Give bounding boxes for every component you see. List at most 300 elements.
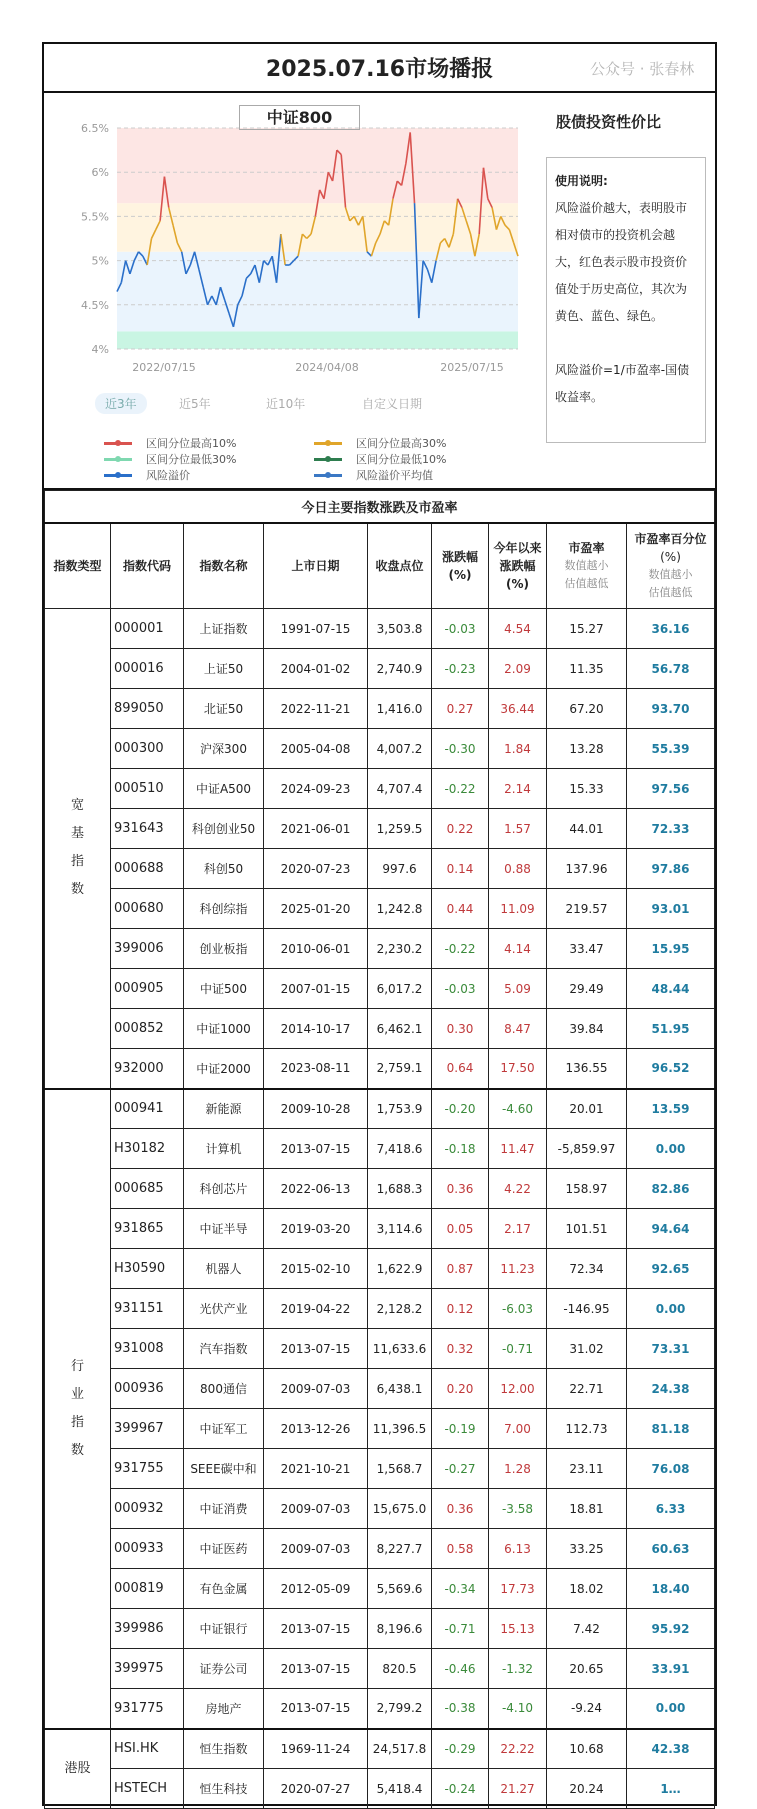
- list-date: 2020-07-23: [264, 849, 368, 889]
- index-code: 000819: [111, 1569, 184, 1609]
- watermark: 公众号 · 张春林: [590, 60, 695, 78]
- list-date: 2004-01-02: [264, 649, 368, 689]
- index-name: 中证消费: [184, 1489, 264, 1529]
- change-pct: 0.20: [432, 1369, 489, 1409]
- pe-percentile: 6.33: [627, 1489, 715, 1529]
- close: 7,418.6: [368, 1129, 432, 1169]
- index-code: 931865: [111, 1209, 184, 1249]
- index-name: 创业板指: [184, 929, 264, 969]
- list-date: 2013-07-15: [264, 1129, 368, 1169]
- y-tick-label: 5.5%: [81, 210, 109, 224]
- index-code: H30182: [111, 1129, 184, 1169]
- ytd-change: 11.47: [489, 1129, 547, 1169]
- ytd-change: 7.00: [489, 1409, 547, 1449]
- list-date: 2021-06-01: [264, 809, 368, 849]
- group-label: 宽基指数: [70, 798, 84, 898]
- change-pct: -0.30: [432, 729, 489, 769]
- pe: -5,859.97: [547, 1129, 627, 1169]
- index-code: HSI.HK: [111, 1729, 184, 1769]
- index-code: 000680: [111, 889, 184, 929]
- table-title: 今日主要指数涨跌及市盈率: [45, 491, 715, 523]
- close: 3,503.8: [368, 609, 432, 649]
- legend-swatch-icon: [314, 458, 342, 461]
- table-row: [45, 1049, 715, 1089]
- legend-item[interactable]: [104, 467, 190, 483]
- legend-swatch-icon: [104, 474, 132, 477]
- index-code: H30590: [111, 1249, 184, 1289]
- change-pct: -0.29: [432, 1729, 489, 1769]
- ytd-change: -3.58: [489, 1489, 547, 1529]
- index-name: 北证50: [184, 689, 264, 729]
- y-tick-label: 6%: [91, 166, 109, 180]
- pe: 137.96: [547, 849, 627, 889]
- change-pct: -0.20: [432, 1089, 489, 1129]
- table-row: [45, 1689, 715, 1729]
- index-code: 000016: [111, 649, 184, 689]
- list-date: 2022-11-21: [264, 689, 368, 729]
- report-title: 2025.07.16市场播报: [44, 44, 715, 93]
- pe: 33.25: [547, 1529, 627, 1569]
- list-date: 2021-10-21: [264, 1449, 368, 1489]
- close: 2,230.2: [368, 929, 432, 969]
- pe-percentile: 24.38: [627, 1369, 715, 1409]
- table-row: [45, 929, 715, 969]
- close: 1,416.0: [368, 689, 432, 729]
- list-date: 2022-06-13: [264, 1169, 368, 1209]
- close: 2,759.1: [368, 1049, 432, 1089]
- list-date: 2019-04-22: [264, 1289, 368, 1329]
- index-selector[interactable]: 中证800: [239, 105, 360, 130]
- index-code: 000936: [111, 1369, 184, 1409]
- ytd-change: 17.73: [489, 1569, 547, 1609]
- pe: 67.20: [547, 689, 627, 729]
- index-name: 科创创业50: [184, 809, 264, 849]
- ytd-change: 1.84: [489, 729, 547, 769]
- table-row: [45, 1289, 715, 1329]
- index-name: 中证医药: [184, 1529, 264, 1569]
- list-date: 2007-01-15: [264, 969, 368, 1009]
- change-pct: 0.58: [432, 1529, 489, 1569]
- pe-percentile: 73.31: [627, 1329, 715, 1369]
- pe: 11.35: [547, 649, 627, 689]
- pe-percentile: 93.70: [627, 689, 715, 729]
- pe: 219.57: [547, 889, 627, 929]
- pe: -9.24: [547, 1689, 627, 1729]
- legend-label: 区间分位最低30%: [146, 453, 237, 466]
- legend-item[interactable]: [104, 435, 236, 451]
- ytd-change: 2.17: [489, 1209, 547, 1249]
- index-name: 计算机: [184, 1129, 264, 1169]
- close: 1,753.9: [368, 1089, 432, 1129]
- index-code: 399975: [111, 1649, 184, 1689]
- ytd-change: 4.22: [489, 1169, 547, 1209]
- close: 15,675.0: [368, 1489, 432, 1529]
- close: 4,707.4: [368, 769, 432, 809]
- close: 6,017.2: [368, 969, 432, 1009]
- legend-item[interactable]: [314, 451, 446, 467]
- index-code: 000001: [111, 609, 184, 649]
- ytd-change: 11.23: [489, 1249, 547, 1289]
- change-pct: -0.34: [432, 1569, 489, 1609]
- index-code: 899050: [111, 689, 184, 729]
- pe-percentile: 0.00: [627, 1129, 715, 1169]
- close: 4,007.2: [368, 729, 432, 769]
- x-tick-label: 2022/07/15: [132, 361, 196, 374]
- close: 1,622.9: [368, 1249, 432, 1289]
- index-code: 000300: [111, 729, 184, 769]
- table-row: [45, 609, 715, 649]
- index-code: 931151: [111, 1289, 184, 1329]
- pe-percentile: 97.56: [627, 769, 715, 809]
- list-date: 2024-09-23: [264, 769, 368, 809]
- col-name: 指数名称: [184, 523, 264, 609]
- period-10y[interactable]: 近10年: [266, 397, 306, 411]
- index-name: 中证军工: [184, 1409, 264, 1449]
- pe-percentile: 36.16: [627, 609, 715, 649]
- list-date: 2013-07-15: [264, 1689, 368, 1729]
- pe-percentile: 72.33: [627, 809, 715, 849]
- col-chg: 涨跌幅 (%): [432, 523, 489, 609]
- legend-label: 区间分位最低10%: [356, 453, 447, 466]
- change-pct: 0.87: [432, 1249, 489, 1289]
- legend-item[interactable]: [104, 451, 236, 467]
- index-name: 800通信: [184, 1369, 264, 1409]
- period-3y[interactable]: 近3年: [95, 393, 147, 414]
- pe: 13.28: [547, 729, 627, 769]
- index-name: 恒生指数: [184, 1729, 264, 1769]
- pe: 39.84: [547, 1009, 627, 1049]
- pe-percentile: 0.00: [627, 1289, 715, 1329]
- index-name: 科创50: [184, 849, 264, 889]
- close: 24,517.8: [368, 1729, 432, 1769]
- close: 1,568.7: [368, 1449, 432, 1489]
- pe: 18.02: [547, 1569, 627, 1609]
- index-code: 931643: [111, 809, 184, 849]
- pe-percentile: 18.40: [627, 1569, 715, 1609]
- change-pct: 0.44: [432, 889, 489, 929]
- ytd-change: 2.09: [489, 649, 547, 689]
- index-name: 有色金属: [184, 1569, 264, 1609]
- ytd-change: 1.57: [489, 809, 547, 849]
- index-name: 科创芯片: [184, 1169, 264, 1209]
- ytd-change: 22.22: [489, 1729, 547, 1769]
- pe: 20.24: [547, 1769, 627, 1809]
- list-date: 1969-11-24: [264, 1729, 368, 1769]
- ytd-change: 36.44: [489, 689, 547, 729]
- change-pct: -0.38: [432, 1689, 489, 1729]
- index-code: 931755: [111, 1449, 184, 1489]
- change-pct: -0.46: [432, 1649, 489, 1689]
- ytd-change: -6.03: [489, 1289, 547, 1329]
- pe: 20.65: [547, 1649, 627, 1689]
- legend-swatch-icon: [104, 442, 132, 445]
- list-date: 2012-05-09: [264, 1569, 368, 1609]
- index-name: 中证1000: [184, 1009, 264, 1049]
- table-row: [45, 649, 715, 689]
- usage-note: [546, 157, 706, 443]
- index-name: 沪深300: [184, 729, 264, 769]
- index-code: 399967: [111, 1409, 184, 1449]
- legend-label: 风险溢价平均值: [356, 469, 433, 482]
- pe: 15.27: [547, 609, 627, 649]
- close: 6,438.1: [368, 1369, 432, 1409]
- index-code: 000510: [111, 769, 184, 809]
- legend-item[interactable]: [314, 467, 433, 483]
- group-label: 港股: [64, 1760, 91, 1776]
- table-row: [45, 729, 715, 769]
- table-row: [45, 1529, 715, 1569]
- pe: 22.71: [547, 1369, 627, 1409]
- col-ytd: 今年以来 涨跌幅 (%): [489, 523, 547, 609]
- pe-percentile: 95.92: [627, 1609, 715, 1649]
- ytd-change: -4.60: [489, 1089, 547, 1129]
- index-code: 931775: [111, 1689, 184, 1729]
- table-row: [45, 1569, 715, 1609]
- ytd-change: 6.13: [489, 1529, 547, 1569]
- legend-swatch-icon: [104, 458, 132, 461]
- pe-percentile: 42.38: [627, 1729, 715, 1769]
- change-pct: -0.03: [432, 609, 489, 649]
- list-date: 2023-08-11: [264, 1049, 368, 1089]
- period-custom[interactable]: 自定义日期: [362, 397, 423, 411]
- index-name: 机器人: [184, 1249, 264, 1289]
- change-pct: 0.30: [432, 1009, 489, 1049]
- change-pct: 0.12: [432, 1289, 489, 1329]
- list-date: 2013-07-15: [264, 1609, 368, 1649]
- index-code: 000685: [111, 1169, 184, 1209]
- close: 2,799.2: [368, 1689, 432, 1729]
- close: 1,688.3: [368, 1169, 432, 1209]
- y-tick-label: 5%: [91, 254, 109, 268]
- list-date: 2009-07-03: [264, 1489, 368, 1529]
- pe-percentile: 97.86: [627, 849, 715, 889]
- change-pct: 0.36: [432, 1489, 489, 1529]
- ytd-change: 17.50: [489, 1049, 547, 1089]
- table-header-row: [45, 523, 715, 609]
- pe: 20.01: [547, 1089, 627, 1129]
- list-date: 2009-07-03: [264, 1369, 368, 1409]
- change-pct: 0.14: [432, 849, 489, 889]
- index-code: 932000: [111, 1049, 184, 1089]
- note-heading: 使用说明:: [555, 174, 608, 188]
- col-code: 指数代码: [111, 523, 184, 609]
- close: 1,242.8: [368, 889, 432, 929]
- change-pct: -0.18: [432, 1129, 489, 1169]
- pe-percentile: 82.86: [627, 1169, 715, 1209]
- change-pct: 0.64: [432, 1049, 489, 1089]
- ytd-change: 0.88: [489, 849, 547, 889]
- table-row: [45, 769, 715, 809]
- change-pct: -0.27: [432, 1449, 489, 1489]
- group-cell: [45, 1729, 111, 1809]
- ytd-change: 11.09: [489, 889, 547, 929]
- list-date: 2019-03-20: [264, 1209, 368, 1249]
- pe-percentile: 81.18: [627, 1409, 715, 1449]
- change-pct: -0.22: [432, 769, 489, 809]
- table-row: [45, 1089, 715, 1129]
- pe: 7.42: [547, 1609, 627, 1649]
- table-row: [45, 1169, 715, 1209]
- change-pct: -0.23: [432, 649, 489, 689]
- pe-percentile: 55.39: [627, 729, 715, 769]
- index-name: 证券公司: [184, 1649, 264, 1689]
- pe: 158.97: [547, 1169, 627, 1209]
- pe-percentile: 93.01: [627, 889, 715, 929]
- change-pct: -0.71: [432, 1609, 489, 1649]
- table-row: [45, 1769, 715, 1809]
- ytd-change: -4.10: [489, 1689, 547, 1729]
- report-frame: [42, 42, 717, 1806]
- table-row: [45, 1249, 715, 1289]
- table-row: [45, 809, 715, 849]
- pe: 10.68: [547, 1729, 627, 1769]
- index-code: 000933: [111, 1529, 184, 1569]
- pe: 136.55: [547, 1049, 627, 1089]
- close: 3,114.6: [368, 1209, 432, 1249]
- list-date: 2009-10-28: [264, 1089, 368, 1129]
- index-name: 中证银行: [184, 1609, 264, 1649]
- index-name: 中证半导: [184, 1209, 264, 1249]
- ytd-change: 4.14: [489, 929, 547, 969]
- table-row: [45, 1449, 715, 1489]
- table-row: [45, 1729, 715, 1769]
- index-code: 000852: [111, 1009, 184, 1049]
- close: 11,396.5: [368, 1409, 432, 1449]
- change-pct: -0.24: [432, 1769, 489, 1809]
- pe-percentile: 60.63: [627, 1529, 715, 1569]
- pe-percentile: 51.95: [627, 1009, 715, 1049]
- change-pct: 0.05: [432, 1209, 489, 1249]
- pe-percentile: 48.44: [627, 969, 715, 1009]
- pe: 29.49: [547, 969, 627, 1009]
- list-date: 2025-01-20: [264, 889, 368, 929]
- index-table: [44, 490, 715, 1809]
- change-pct: 0.36: [432, 1169, 489, 1209]
- table-row: [45, 689, 715, 729]
- pe-percentile: 33.91: [627, 1649, 715, 1689]
- group-label: 行业指数: [70, 1358, 84, 1458]
- ytd-change: 12.00: [489, 1369, 547, 1409]
- x-tick-label: 2024/04/08: [295, 361, 359, 374]
- close: 2,128.2: [368, 1289, 432, 1329]
- col-pe-pct: 市盈率百分位 (%) 数值越小 估值越低: [627, 523, 715, 609]
- pe: 44.01: [547, 809, 627, 849]
- list-date: 2013-12-26: [264, 1409, 368, 1449]
- pe: 23.11: [547, 1449, 627, 1489]
- close: 820.5: [368, 1649, 432, 1689]
- pe-percentile: 76.08: [627, 1449, 715, 1489]
- ytd-change: 8.47: [489, 1009, 547, 1049]
- ytd-change: 5.09: [489, 969, 547, 1009]
- change-pct: -0.22: [432, 929, 489, 969]
- change-pct: -0.19: [432, 1409, 489, 1449]
- pe-percentile: 94.64: [627, 1209, 715, 1249]
- col-date: 上市日期: [264, 523, 368, 609]
- group-cell: [45, 1089, 111, 1729]
- index-name: 中证500: [184, 969, 264, 1009]
- close: 1,259.5: [368, 809, 432, 849]
- index-name: SEEE碳中和: [184, 1449, 264, 1489]
- list-date: 1991-07-15: [264, 609, 368, 649]
- index-code: 000905: [111, 969, 184, 1009]
- table-row: [45, 1649, 715, 1689]
- pe: 112.73: [547, 1409, 627, 1449]
- pe-percentile: 15.95: [627, 929, 715, 969]
- x-tick-label: 2025/07/15: [440, 361, 504, 374]
- index-name: 汽车指数: [184, 1329, 264, 1369]
- group-cell: [45, 609, 111, 1089]
- index-name: 上证指数: [184, 609, 264, 649]
- list-date: 2005-04-08: [264, 729, 368, 769]
- band-green: [117, 331, 518, 349]
- legend-item[interactable]: [314, 435, 446, 451]
- pe-percentile: 92.65: [627, 1249, 715, 1289]
- close: 8,196.6: [368, 1609, 432, 1649]
- pe-percentile: 96.52: [627, 1049, 715, 1089]
- index-name: 科创综指: [184, 889, 264, 929]
- change-pct: 0.27: [432, 689, 489, 729]
- list-date: 2013-07-15: [264, 1649, 368, 1689]
- note-formula: 风险溢价=1/市盈率-国债收益率。: [555, 363, 690, 404]
- ytd-change: 4.54: [489, 609, 547, 649]
- pe: -146.95: [547, 1289, 627, 1329]
- pe-percentile: 1…: [627, 1769, 715, 1809]
- pe: 101.51: [547, 1209, 627, 1249]
- table-row: [45, 889, 715, 929]
- pe-percentile: 13.59: [627, 1089, 715, 1129]
- col-close: 收盘点位: [368, 523, 432, 609]
- index-name: 中证2000: [184, 1049, 264, 1089]
- ytd-change: -1.32: [489, 1649, 547, 1689]
- pe: 15.33: [547, 769, 627, 809]
- section-title: 股债投资性价比: [556, 113, 662, 131]
- index-code: 000688: [111, 849, 184, 889]
- band-blue: [117, 252, 518, 332]
- band-yellow: [117, 203, 518, 252]
- index-name: 中证A500: [184, 769, 264, 809]
- index-name: 光伏产业: [184, 1289, 264, 1329]
- close: 8,227.7: [368, 1529, 432, 1569]
- pe: 31.02: [547, 1329, 627, 1369]
- list-date: 2015-02-10: [264, 1249, 368, 1289]
- col-type: 指数类型: [45, 523, 111, 609]
- note-body: 风险溢价越大，表明股市相对债市的投资机会越大，红色表示股市投资价值处于历史高位，其次为黄色、蓝色、绿色。: [555, 201, 688, 323]
- legend-label: 区间分位最高10%: [146, 437, 237, 450]
- list-date: 2013-07-15: [264, 1329, 368, 1369]
- index-name: 上证50: [184, 649, 264, 689]
- change-pct: 0.32: [432, 1329, 489, 1369]
- table-row: [45, 1129, 715, 1169]
- period-5y[interactable]: 近5年: [179, 397, 211, 411]
- close: 6,462.1: [368, 1009, 432, 1049]
- ytd-change: -0.71: [489, 1329, 547, 1369]
- close: 11,633.6: [368, 1329, 432, 1369]
- legend-label: 区间分位最高30%: [356, 437, 447, 450]
- index-code: 000932: [111, 1489, 184, 1529]
- y-tick-label: 4.5%: [81, 298, 109, 312]
- pe: 72.34: [547, 1249, 627, 1289]
- close: 997.6: [368, 849, 432, 889]
- table-row: [45, 1329, 715, 1369]
- table-row: [45, 849, 715, 889]
- ytd-change: 1.28: [489, 1449, 547, 1489]
- risk-premium-chart: [44, 93, 544, 423]
- table-row: [45, 1489, 715, 1529]
- table-row: [45, 1009, 715, 1049]
- band-red: [117, 128, 518, 203]
- index-name: 恒生科技: [184, 1769, 264, 1809]
- table-row: [45, 1609, 715, 1649]
